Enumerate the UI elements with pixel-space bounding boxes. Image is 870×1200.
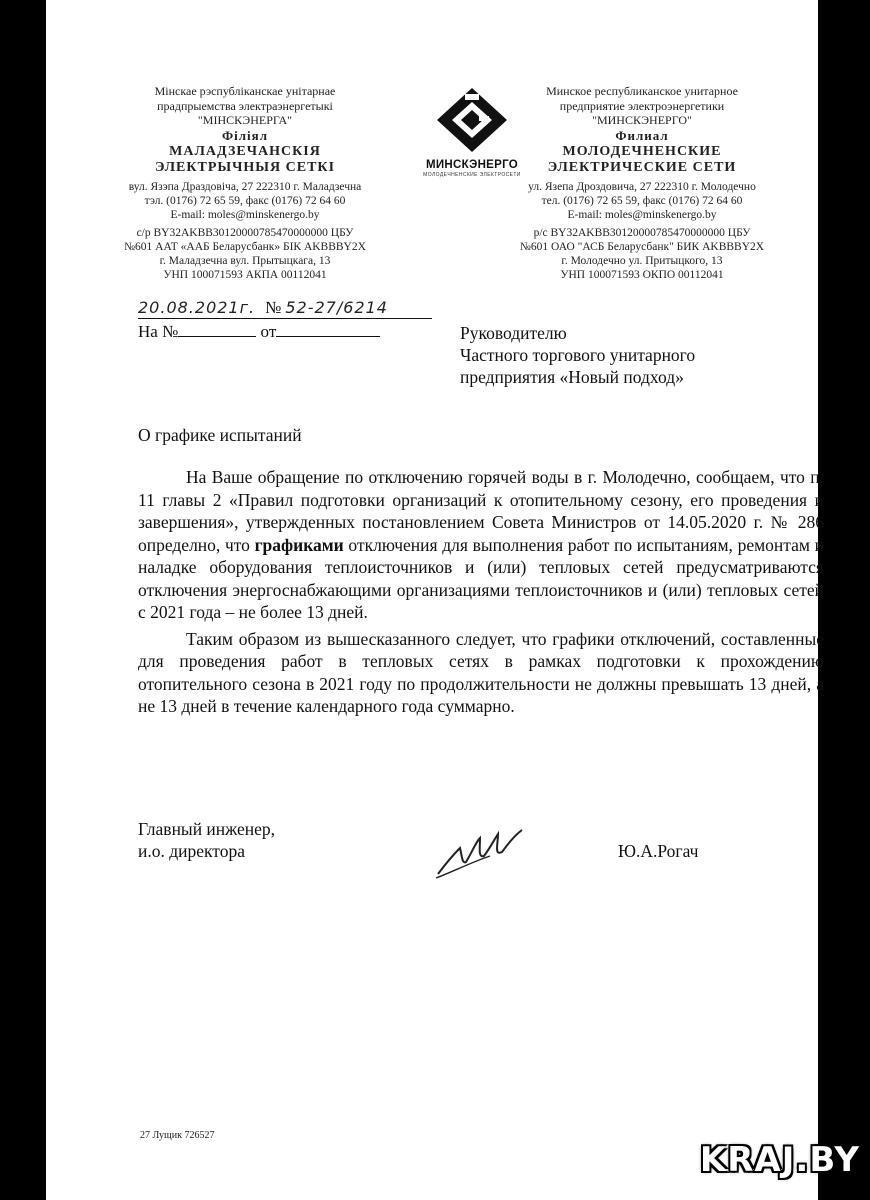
letter-body (138, 466, 824, 722)
registration-number-prefix: № (265, 298, 282, 317)
signature-title-line2: и.о. директора (138, 841, 245, 861)
header-right-phone: тел. (0176) 72 65 59, факс (0176) 72 64 60 (541, 194, 743, 207)
header-left-org-line2: прадпрыемства электраэнергетыкі (157, 98, 333, 113)
registration-number: 52-27/6214 (285, 298, 388, 317)
reference-date-blank (276, 322, 380, 337)
header-left (110, 84, 380, 282)
reference-from-label: от (260, 322, 277, 341)
header-right-branch-name1: МОЛОДЕЧНЕНСКИЕ (562, 143, 722, 159)
header-left-address: вул. Язэпа Драздовіча, 27 222310 г. Маладзечна (128, 180, 362, 193)
body-paragraph-1 (138, 466, 824, 624)
header-right-org-line3: "МИНСКЭНЕРГО" (592, 113, 692, 127)
logo-subtitle: МОЛОДЕЧНЕНСКИЕ ЭЛЕКТРОСЕТИ (423, 172, 521, 178)
header-right-branch-label: Филиал (615, 127, 669, 143)
registration-handwritten (138, 298, 438, 318)
header-right-address: ул. Язепа Дроздовича, 27 222310 г. Молодечно (528, 180, 756, 193)
footer-executor-note: 27 Лущик 726527 (140, 1130, 215, 1141)
signature-title (138, 818, 275, 862)
handwritten-signature (432, 822, 532, 882)
addressee-line1: Руководителю (460, 323, 567, 343)
header-left-phone: тэл. (0176) 72 65 59, факс (0176) 72 64 60 (144, 194, 346, 207)
body-paragraph-2: Таким образом из вышесказанного следует, что графики отключений, составленные для проведения работ в тепловых сетях в рамках подготовки к прохождению отопительного сезона в 2021 году по продолжительности не должны превышать 13 дней, а не 13 дней в течение календарного года суммарно. (138, 628, 824, 716)
header-right-account: р/с BY32AKBB30120000785470000000 ЦБУ (533, 226, 751, 239)
header-right-org-line1: Минское республиканское унитарное (546, 84, 738, 98)
signatory-name: Ю.А.Рогач (618, 841, 699, 861)
header-right-org-line2: предприятие электроэнергетики (559, 98, 725, 113)
header-right-address2: г. Молодечно ул. Притыцкого, 13 (561, 254, 723, 267)
header-left-branch-label: Філіял (221, 127, 268, 143)
letter-subject: О графике испытаний (138, 425, 302, 445)
site-watermark: KRAJ.BY (699, 1140, 860, 1180)
logo-name: МИНСКЭНЕРГО (425, 159, 519, 171)
addressee-block (460, 322, 790, 388)
header-left-bank: №601 ААТ «ААБ Беларусбанк» БІК AKBBBY2X (124, 240, 366, 253)
header-right-bank: №601 ОАО "АСБ Беларусбанк" БИК AKBBBY2X (519, 240, 765, 253)
header-left-branch-name1: МАЛАДЗЕЧАНСКІЯ (169, 143, 321, 159)
header-left-address2: г. Маладзечна вул. Прытыцкага, 13 (159, 254, 331, 267)
addressee-line2: Частного торгового унитарного (460, 345, 696, 365)
registration-date: 20.08.2021г. (138, 298, 256, 317)
reference-number-blank (178, 322, 256, 337)
body-paragraph-1-end: отключения для выполнения работ по испытаниям, ремонтам и наладке оборудования теплоисточников и (или) тепловых сетей предусматриваются отключения энергоснабжающими организациями теплоисточников и (или) тепловых сетей с 2021 года – не более 13 дней. (138, 534, 824, 622)
header-right-ids: УНП 100071593 ОКПО 00112041 (560, 268, 724, 281)
header-right-branch-name2: ЭЛЕКТРИЧЕСКИЕ СЕТИ (547, 159, 737, 175)
minskenergo-logo-icon (435, 86, 509, 154)
letter-page (46, 0, 824, 1200)
registration-underline (138, 318, 432, 319)
signature-title-line1: Главный инженер, (138, 819, 276, 839)
reference-line (138, 322, 438, 342)
header-left-org-line1: Мінскае рэспубліканскае унітарнае (154, 84, 336, 98)
addressee-line3: предприятия «Новый подход» (460, 367, 684, 387)
header-right (504, 84, 780, 282)
header-left-ids: УНП 100071593 АКПА 00112041 (163, 268, 327, 281)
header-left-email: E-mail: moles@minskenergo.by (170, 208, 320, 221)
header-left-org-line3: "МІНСКЭНЕРГА" (197, 113, 293, 127)
reference-number-label: На № (138, 322, 179, 341)
body-paragraph-1-start: На Ваше обращение по отключению горячей воды в г. Молодечно, сообщаем, что п. 11 главы 2 «Правил подготовки организаций к отопительному сезону, его проведения и завершения», утвержденных постановлением Совета Министров от 14.05.2020 г. № 286 определно, что (138, 467, 824, 555)
body-paragraph-1-bold: графиками (254, 534, 344, 555)
header-right-email: E-mail: moles@minskenergo.by (567, 208, 717, 221)
header-left-account: с/р BY32AKBB30120000785470000000 ЦБУ (136, 226, 354, 239)
header-left-branch-name2: ЭЛЕКТРЫЧНЫЯ СЕТКІ (154, 159, 336, 175)
